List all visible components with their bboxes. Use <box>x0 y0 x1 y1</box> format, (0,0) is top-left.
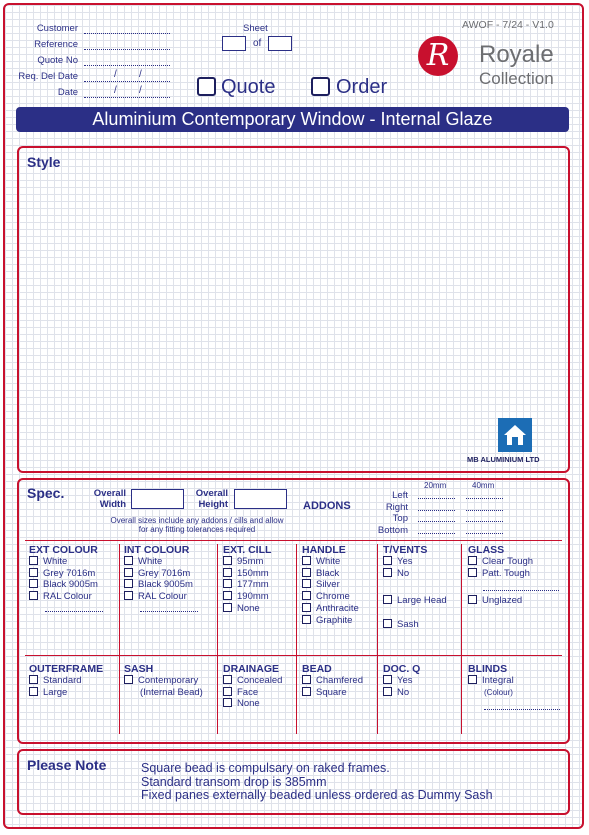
checkbox[interactable] <box>302 603 311 612</box>
option-label: White <box>43 556 68 567</box>
option-label: Black 9005m <box>138 579 193 591</box>
addons-label: ADDONS <box>303 500 351 512</box>
date-separator: / <box>114 85 117 96</box>
option-label: No <box>397 567 410 579</box>
checkbox[interactable] <box>302 556 311 565</box>
customer-label: Customer <box>36 23 78 34</box>
tvents-group <box>383 544 427 579</box>
ext-colour-title: EXT COLOUR <box>29 544 98 556</box>
glass-unglazed[interactable] <box>468 595 522 607</box>
style-title: Style <box>27 154 61 170</box>
option-label: Yes <box>397 556 413 567</box>
option-label: Patt. Tough <box>482 567 530 579</box>
outerframe-group <box>29 663 103 698</box>
bead-title: BEAD <box>302 663 332 675</box>
brand-subname: Collection <box>479 69 554 88</box>
order-label: Order <box>336 76 388 98</box>
spec-divider <box>25 655 562 656</box>
int-colour-group <box>124 544 193 603</box>
doc-q-title: DOC. Q <box>383 663 421 675</box>
option-label: Unglazed <box>482 595 523 606</box>
bead-square[interactable] <box>302 687 363 699</box>
doc-q-yes[interactable] <box>383 675 420 687</box>
checkbox[interactable] <box>302 615 311 624</box>
note-line: Square bead is compulsary on raked frames. <box>141 761 390 775</box>
column-divider <box>296 544 297 734</box>
overall-height-label-2: Height <box>198 499 228 510</box>
drainage-face[interactable] <box>223 687 282 699</box>
outerframe-standard[interactable] <box>29 675 103 687</box>
sheet-label: Sheet <box>243 23 268 34</box>
option-label: 177mm <box>237 579 269 591</box>
handle-anthracite[interactable] <box>302 603 359 615</box>
checkbox[interactable] <box>124 568 133 577</box>
handle-silver[interactable] <box>302 579 359 591</box>
overall-height-input[interactable] <box>234 489 287 509</box>
checkbox[interactable] <box>124 579 133 588</box>
tvents-title: T/VENTS <box>383 544 428 556</box>
drainage-group <box>223 663 282 710</box>
sash-group <box>124 663 203 698</box>
brand-name: Royale <box>479 41 554 68</box>
option-label: 190mm <box>237 591 269 603</box>
checkbox[interactable] <box>223 568 232 577</box>
ext-colour-grey[interactable] <box>29 568 98 580</box>
addon-right-40-field[interactable] <box>466 500 503 511</box>
of-label: of <box>253 38 262 49</box>
option-label: Black 9005m <box>43 579 98 591</box>
checkbox[interactable] <box>124 556 133 565</box>
checkbox[interactable] <box>124 591 133 600</box>
overall-width-input[interactable] <box>131 489 184 509</box>
addon-20mm-header: 20mm <box>424 481 447 490</box>
order-checkbox[interactable] <box>311 77 330 96</box>
handle-group <box>302 544 359 626</box>
ext-cill-150[interactable] <box>223 568 271 580</box>
tvents-sash[interactable] <box>383 619 419 631</box>
addon-bottom-20-field[interactable] <box>418 523 455 534</box>
option-label: Large <box>43 686 68 698</box>
handle-graphite[interactable] <box>302 615 359 627</box>
bead-chamfered[interactable] <box>302 675 363 687</box>
royale-logo-icon <box>418 36 458 76</box>
supplier-logo-text: MB ALUMINIUM LTD <box>467 455 540 464</box>
handle-black[interactable] <box>302 568 359 580</box>
option-label: Grey 7016m <box>138 567 191 579</box>
house-icon <box>498 418 532 452</box>
doc-q-group <box>383 663 420 698</box>
checkbox[interactable] <box>383 687 392 696</box>
ext-cill-95[interactable] <box>223 556 271 568</box>
option-label: Integral <box>482 675 514 686</box>
note-line: Fixed panes externally beaded unless ordered as Dummy Sash <box>141 788 493 802</box>
overall-height-label-1: Overall <box>195 488 228 499</box>
option-label: Contemporary <box>138 675 199 686</box>
checkbox[interactable] <box>302 591 311 600</box>
checkbox[interactable] <box>29 687 38 696</box>
int-colour-ral[interactable] <box>124 591 193 603</box>
note-title: Please Note <box>27 757 107 773</box>
date-label: Date <box>57 87 78 98</box>
ext-cill-177[interactable] <box>223 579 271 591</box>
checkbox[interactable] <box>468 595 477 604</box>
req-del-date-field[interactable] <box>84 72 170 82</box>
option-label: Chrome <box>316 591 350 603</box>
reference-label: Reference <box>34 39 78 50</box>
outerframe-title: OUTERFRAME <box>29 663 104 675</box>
tvents-large-head[interactable] <box>383 595 447 607</box>
addon-bottom-40-field[interactable] <box>466 523 503 534</box>
size-note-line: for any fitting tolerances required <box>138 525 256 534</box>
form-title: Aluminium Contemporary Window - Internal Glaze <box>16 107 569 132</box>
addon-top-20-field[interactable] <box>418 511 455 522</box>
ext-cill-title: EXT. CILL <box>223 544 272 556</box>
checkbox[interactable] <box>302 579 311 588</box>
addon-left-40-field[interactable] <box>466 488 503 499</box>
sash-title: SASH <box>124 663 154 675</box>
option-label: None <box>237 602 260 614</box>
option-label: None <box>237 698 260 710</box>
column-divider <box>461 544 462 734</box>
addon-left-20-field[interactable] <box>418 488 455 499</box>
int-colour-black[interactable] <box>124 579 193 591</box>
option-label: Yes <box>397 675 413 686</box>
sheet-total-box[interactable] <box>268 36 292 51</box>
column-divider <box>119 544 120 734</box>
ext-cill-none[interactable] <box>223 603 271 615</box>
option-label: White <box>316 556 341 567</box>
checkbox[interactable] <box>223 556 232 565</box>
option-label: Standard <box>43 675 82 686</box>
checkbox[interactable] <box>29 591 38 600</box>
option-label: RAL Colour <box>43 591 92 603</box>
checkbox[interactable] <box>223 591 232 600</box>
doc-q-no[interactable] <box>383 687 420 699</box>
blinds-title: BLINDS <box>468 663 508 675</box>
option-label: Square <box>316 686 347 698</box>
handle-chrome[interactable] <box>302 591 359 603</box>
checkbox[interactable] <box>383 568 392 577</box>
option-label: Sash <box>397 619 419 630</box>
blinds-colour-sub: (Colour) <box>484 687 513 697</box>
quote-checkbox[interactable] <box>197 77 216 96</box>
checkbox[interactable] <box>383 675 392 684</box>
customer-field[interactable] <box>84 24 170 34</box>
addon-row-label: Left <box>392 490 408 501</box>
ext-cill-190[interactable] <box>223 591 271 603</box>
note-line: Standard transom drop is 385mm <box>141 774 327 789</box>
quote-no-field[interactable] <box>84 56 170 66</box>
drainage-title: DRAINAGE <box>223 663 280 675</box>
checkbox[interactable] <box>223 687 232 696</box>
date-separator: / <box>139 85 142 96</box>
ext-colour-group <box>29 544 98 603</box>
addon-top-40-field[interactable] <box>466 511 503 522</box>
option-label: Large Head <box>397 595 447 606</box>
sash-contemporary-sub: (Internal Bead) <box>140 686 203 698</box>
handle-title: HANDLE <box>302 544 346 556</box>
drainage-none[interactable] <box>223 698 282 710</box>
quote-no-label: Quote No <box>37 55 78 66</box>
checkbox[interactable] <box>29 556 38 565</box>
style-panel[interactable] <box>17 146 570 473</box>
glass-group <box>468 544 533 579</box>
option-label: Silver <box>316 579 340 591</box>
option-label: 95mm <box>237 556 264 567</box>
note-lines <box>141 762 493 803</box>
option-label: Anthracite <box>316 602 359 614</box>
column-divider <box>217 544 218 734</box>
quote-label: Quote <box>221 76 276 98</box>
option-label: White <box>138 556 163 567</box>
checkbox[interactable] <box>468 556 477 565</box>
glass-other-field[interactable] <box>483 582 559 591</box>
checkbox[interactable] <box>223 603 232 612</box>
addon-row-label: Bottom <box>377 524 408 536</box>
option-label: 150mm <box>237 567 269 579</box>
tvents-no[interactable] <box>383 568 427 580</box>
checkbox[interactable] <box>29 579 38 588</box>
checkbox[interactable] <box>383 556 392 565</box>
logo-letter: R <box>426 38 450 73</box>
option-label: RAL Colour <box>138 591 187 603</box>
blinds-group <box>468 663 514 698</box>
size-note <box>106 516 288 534</box>
option-label: Face <box>237 686 259 698</box>
option-label: Concealed <box>237 675 283 686</box>
option-label: No <box>397 686 410 698</box>
checkbox[interactable] <box>302 675 311 684</box>
date-separator: / <box>114 69 117 80</box>
bead-group <box>302 663 363 698</box>
int-colour-white[interactable] <box>124 556 193 568</box>
handle-white[interactable] <box>302 556 359 568</box>
checkbox[interactable] <box>29 568 38 577</box>
ext-cill-group <box>223 544 271 615</box>
addon-row-label: Top <box>392 513 408 524</box>
blinds-integral[interactable] <box>468 675 514 687</box>
option-label: Clear Tough <box>482 556 534 567</box>
overall-width-label-2: Width <box>99 499 126 510</box>
size-note-line: Overall sizes include any addons / cills and allow <box>110 516 284 525</box>
checkbox[interactable] <box>302 568 311 577</box>
sash-contemporary[interactable] <box>124 675 203 687</box>
option-label: Graphite <box>316 614 353 626</box>
ext-colour-white[interactable] <box>29 556 98 568</box>
checkbox[interactable] <box>29 675 38 684</box>
addon-right-20-field[interactable] <box>418 500 455 511</box>
req-del-date-label: Req. Del Date <box>18 71 78 82</box>
addon-40mm-header: 40mm <box>472 481 495 490</box>
blinds-colour-field[interactable] <box>484 701 560 710</box>
reference-field[interactable] <box>84 40 170 50</box>
checkbox[interactable] <box>383 595 392 604</box>
option-label: Black <box>316 567 340 579</box>
checkbox[interactable] <box>223 698 232 707</box>
sheet-number-box[interactable] <box>222 36 246 51</box>
option-label: Grey 7016m <box>43 567 96 579</box>
checkbox[interactable] <box>223 675 232 684</box>
addon-row-label: Right <box>385 501 408 513</box>
glass-clear-tough[interactable] <box>468 556 533 568</box>
checkbox[interactable] <box>302 687 311 696</box>
glass-patt-tough[interactable] <box>468 568 533 580</box>
outerframe-large[interactable] <box>29 687 103 699</box>
overall-width-label-1: Overall <box>93 488 126 499</box>
checkbox[interactable] <box>383 619 392 628</box>
spec-divider <box>25 540 562 541</box>
form-code: AWOF - 7/24 - V1.0 <box>462 19 554 31</box>
checkbox[interactable] <box>124 675 133 684</box>
spec-title: Spec. <box>27 485 65 501</box>
checkbox[interactable] <box>468 568 477 577</box>
date-separator: / <box>139 69 142 80</box>
drainage-concealed[interactable] <box>223 675 282 687</box>
int-colour-grey[interactable] <box>124 568 193 580</box>
ext-ral-colour-field[interactable] <box>45 606 103 612</box>
int-ral-colour-field[interactable] <box>140 606 198 612</box>
ext-colour-black[interactable] <box>29 579 98 591</box>
column-divider <box>377 544 378 734</box>
date-field[interactable] <box>84 88 170 98</box>
int-colour-title: INT COLOUR <box>124 544 190 556</box>
checkbox[interactable] <box>223 579 232 588</box>
glass-title: GLASS <box>468 544 505 556</box>
tvents-yes[interactable] <box>383 556 427 568</box>
option-label: Chamfered <box>316 675 363 686</box>
checkbox[interactable] <box>468 675 477 684</box>
addon-row-labels <box>364 490 408 536</box>
ext-colour-ral[interactable] <box>29 591 98 603</box>
